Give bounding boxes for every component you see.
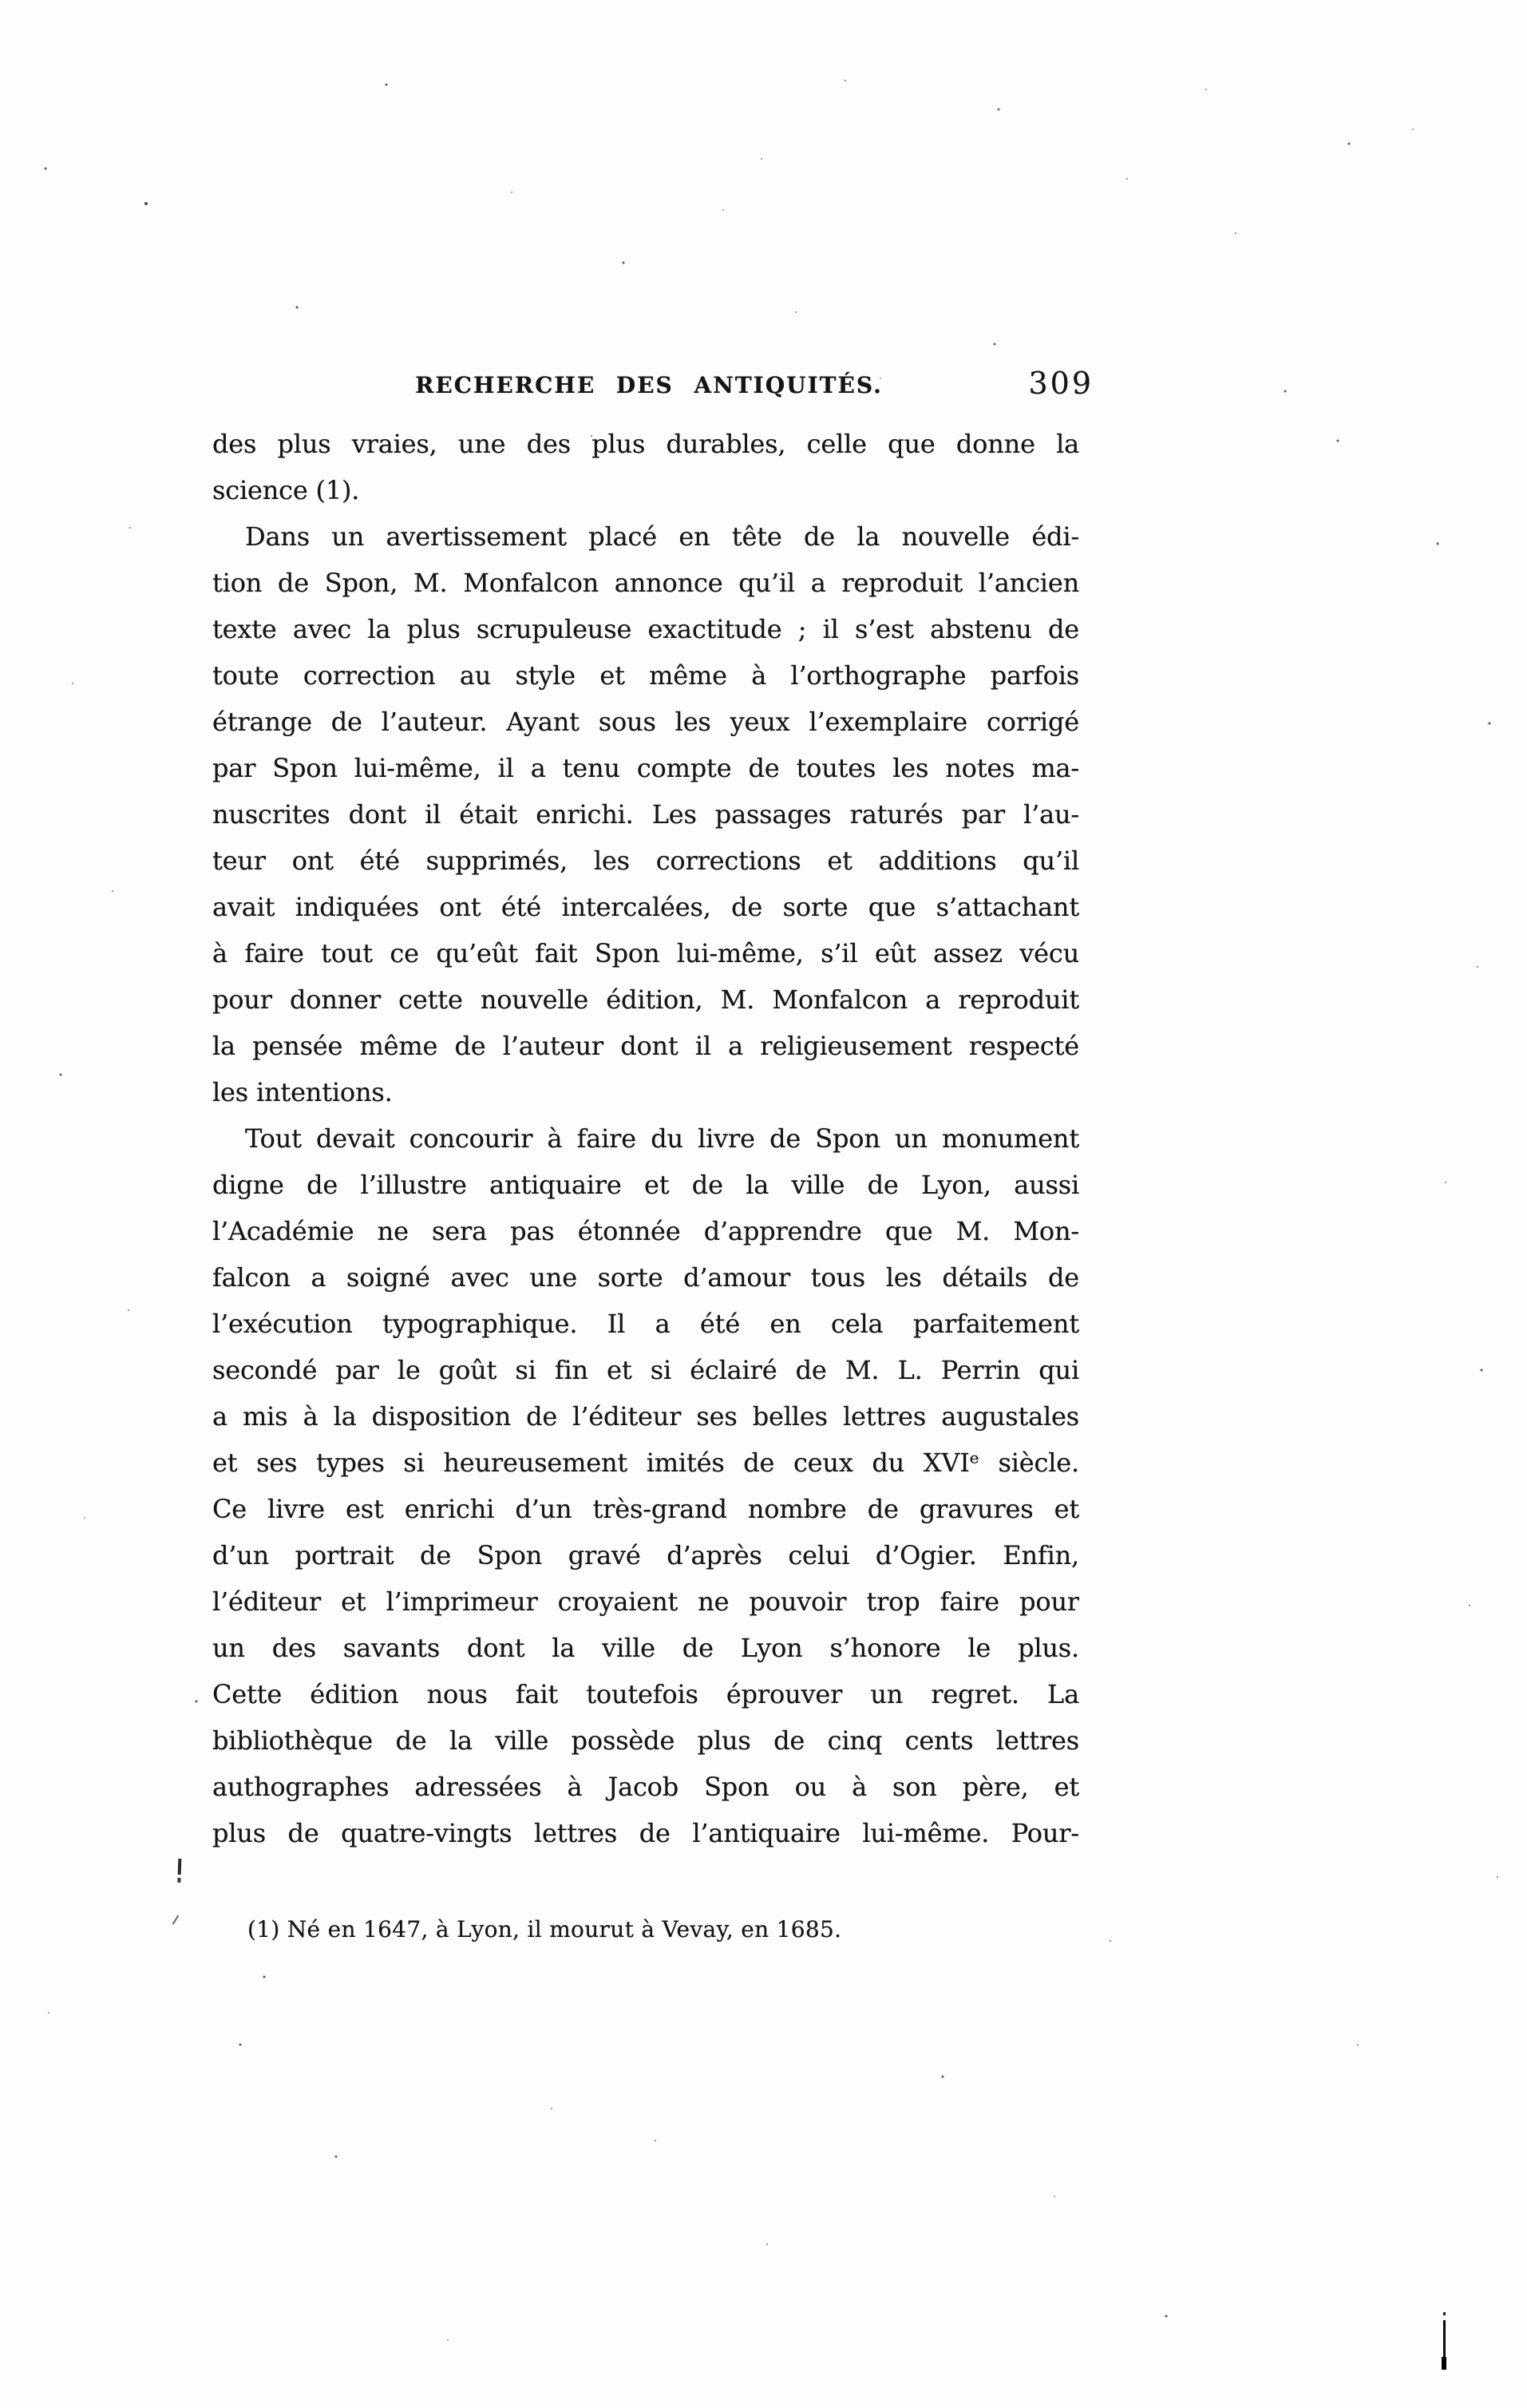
footnote: (1) Né en 1647, à Lyon, il mourut à Vevay, en 1685.	[247, 1916, 842, 1943]
body-line: Dans un avertissement placé en tête de la nouvelle édi-	[245, 521, 1079, 552]
paragraph	[212, 421, 1079, 513]
body-line: digne de l’illustre antiquaire et de la ville de Lyon, aussi	[212, 1170, 1079, 1200]
page-header	[212, 366, 1094, 410]
body-line: Cette édition nous fait toutefois éprouver un regret. La	[212, 1679, 1079, 1709]
scan-edge-line-artifact	[1443, 2320, 1446, 2370]
body-line: des plus vraies, une des plus durables, celle que donne la	[212, 429, 1079, 459]
body-line: nuscrites dont il était enrichi. Les passages raturés par l’au-	[212, 799, 1079, 830]
paragraph	[212, 513, 1079, 1115]
body-line: avait indiquées ont été intercalées, de sorte que s’attachant	[212, 892, 1079, 922]
running-header-title: RECHERCHE DES ANTIQUITÉS.	[415, 372, 883, 398]
body-line: plus de quatre-vingts lettres de l’antiquaire lui-même. Pour-	[212, 1818, 1079, 1848]
body-line: texte avec la plus scrupuleuse exactitude ; il s’est abstenu de	[212, 614, 1079, 644]
scan-noise-dots	[0, 0, 2, 2]
body-line: et ses types si heureusement imités de ceux du XVIᵉ siècle.	[212, 1448, 1079, 1478]
margin-slash-artifact	[172, 1915, 180, 1924]
body-line: l’Académie ne sera pas étonnée d’apprendre que M. Mon-	[212, 1216, 1079, 1246]
body-line: a mis à la disposition de l’éditeur ses belles lettres augustales	[212, 1401, 1079, 1432]
body-line: à faire tout ce qu’eût fait Spon lui-même, s’il eût assez vécu	[212, 938, 1079, 968]
body-line: l’exécution typographique. Il a été en cela parfaitement	[212, 1309, 1079, 1339]
body-line: les intentions.	[212, 1077, 393, 1107]
body-line: d’un portrait de Spon gravé d’après celui d’Ogier. Enfin,	[212, 1540, 1079, 1570]
body-line: secondé par le goût si fin et si éclairé de M. L. Perrin qui	[212, 1355, 1079, 1385]
body-line: teur ont été supprimés, les corrections et additions qu’il	[212, 846, 1079, 876]
body-line: la pensée même de l’auteur dont il a religieusement respecté	[212, 1031, 1079, 1061]
paragraph	[212, 1115, 1079, 1856]
body-line: toute correction au style et même à l’orthographe parfois	[212, 660, 1079, 691]
body-line: étrange de l’auteur. Ayant sous les yeux l’exemplaire corrigé	[212, 707, 1079, 737]
body-line: un des savants dont la ville de Lyon s’honore le plus.	[212, 1633, 1079, 1663]
body-line: l’éditeur et l’imprimeur croyaient ne pouvoir trop faire pour	[212, 1586, 1079, 1617]
body-line: pour donner cette nouvelle édition, M. Monfalcon a reproduit	[212, 984, 1079, 1015]
page-number: 309	[1028, 366, 1094, 401]
body-line: par Spon lui-même, il a tenu compte de toutes les notes ma-	[212, 753, 1079, 783]
body-line: authographes adressées à Jacob Spon ou à son père, et	[212, 1772, 1079, 1802]
body-line: Tout devait concourir à faire du livre de Spon un monument	[245, 1123, 1079, 1154]
body-line: falcon a soigné avec une sorte d’amour tous les détails de	[212, 1262, 1079, 1293]
body-line: bibliothèque de la ville possède plus de cinq cents lettres	[212, 1725, 1079, 1756]
body-text	[212, 421, 1079, 1856]
body-line: Ce livre est enrichi d’un très-grand nombre de gravures et	[212, 1494, 1079, 1524]
body-line: science (1).	[212, 475, 360, 505]
margin-ink-mark-artifact	[178, 1859, 182, 1875]
body-line: tion de Spon, M. Monfalcon annonce qu’il a reproduit l’ancien	[212, 568, 1079, 598]
